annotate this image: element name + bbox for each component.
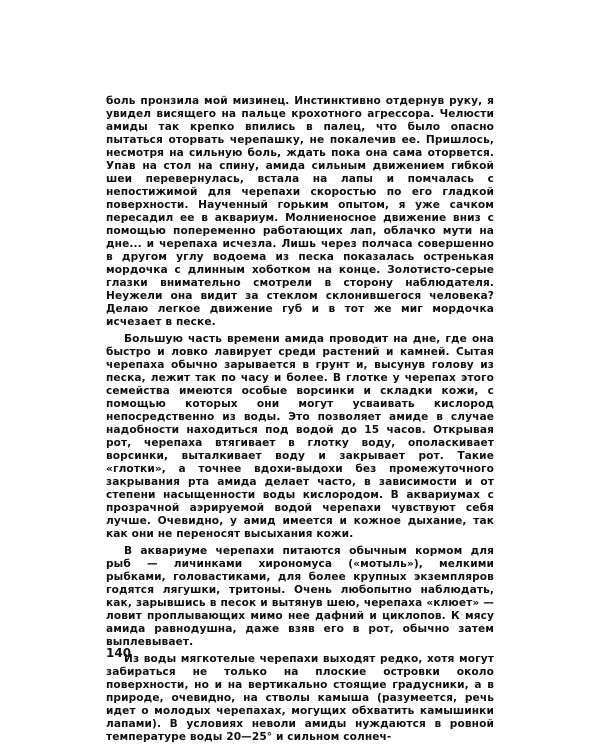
paragraph-2: Большую часть времени амида проводит на дне, где она быстро и ловко лавирует среди растений и камней. Сытая черепаха обычно зарывается в грунт и, высунув голову из песка, лежит так по часу и более. В глотке у черепах этого семейства имеются особые ворсинки и складки кожи, с помощью которых они могут усваивать кислород непосредственно из воды. Это позволяет амиде в случае надобности находиться под водой до 15 часов. Открывая рот, черепаха втягивает в глотку воду, ополаскивает ворсинки, выталкивает воду и закрывает рот. Такие «глотки», а точнее вдохи-выдохи без промежуточного закрывания рта амида делает часто, в зависимости и от степени насыщенности воды кислородом. В аквариумах с прозрачной аэрируемой водой черепахи чувствуют себя лучше. Очевидно, у амид имеется и кожное дыхание, так как они не переносят высыхания кожи. [106,333,494,540]
paragraph-1: боль пронзила мой мизинец. Инстинктивно отдернув руку, я увидел висящего на пальце крохотного агрессора. Челюсти амиды так крепко впились в палец, что было опасно пытаться оторвать черепашку, не покалечив ее. Пришлось, несмотря на сильную боль, ждать пока она сама оторвется. Упав на стол на спину, амида сильным движением гибкой шеи перевернулась, встала на лапы и помчалась с непостижимой для черепахи скоростью по его гладкой поверхности. Наученный горьким опытом, я уже сачком пересадил ее в аквариум. Молниеносное движение вниз с помощью попеременно работающих лап, облачко мути на дне... и черепаха исчезла. Лишь через полчаса совершенно в другом углу водоема из песка показалась остренькая мордочка с длинным хоботком на конце. Золотисто-серые глазки внимательно смотрели в сторону наблюдателя. Неужели она видит за стеклом склонившегося человека? Делаю легкое движение губ и в тот же миг мордочка исчезает в песке. [106,95,494,328]
paragraph-4: Из воды мягкотелые черепахи выходят редко, хотя могут забираться не только на плоские островки около поверхности, но и на вертикально стоящие градусники, а в природе, очевидно, на стволы камыша (разумеется, речь идет о молодых черепахах, могущих обхватить камышинки лапами). В условиях неволи амиды нуждаются в ровной температуре воды 20—25° и сильном солнеч- [106,653,494,743]
page-number: 140 [106,646,132,660]
page-text-block [106,95,494,744]
paragraph-3: В аквариуме черепахи питаются обычным кормом для рыб — личинками хирономуса («мотыль»), мелкими рыбками, головастиками, для более крупных экземпляров годятся лягушки, тритоны. Очень любопытно наблюдать, как, зарывшись в песок и вытянув шею, черепаха «клюет» — ловит проплывающих мимо нее дафний и циклопов. К мясу амида равнодушна, даже взяв его в рот, обычно затем выплевывает. [106,545,494,648]
